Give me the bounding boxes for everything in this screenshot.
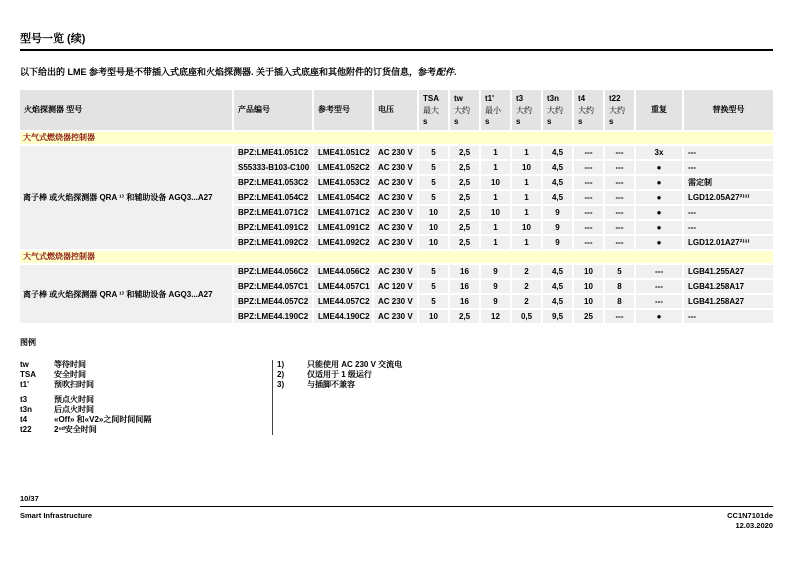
table-cell: LGD12.05A27²⁾³⁾ <box>684 191 773 204</box>
column-header <box>450 90 479 130</box>
table-cell: 10 <box>481 176 510 189</box>
legend-term: t4 <box>20 415 28 424</box>
footnote-text: 与插脚不兼容 <box>307 380 355 389</box>
table-cell: 25 <box>574 310 603 323</box>
table-cell: 12 <box>481 310 510 323</box>
table-cell: LGB41.258A17 <box>684 280 773 293</box>
table-cell: LME41.054C2 <box>314 191 372 204</box>
table-cell: 1 <box>512 206 541 219</box>
table-cell: --- <box>605 161 634 174</box>
legend-term: t22 <box>20 425 32 434</box>
table-cell: 10 <box>419 236 448 249</box>
table-cell: ● <box>636 176 682 189</box>
table-cell: 10 <box>481 206 510 219</box>
table-cell: --- <box>574 206 603 219</box>
table-cell: AC 230 V <box>374 236 417 249</box>
flame-detector-group-label: 离子棒 或火焰探测器 QRA ¹⁾ 和辅助设备 AGQ3...A27 <box>20 265 232 323</box>
table-cell: 1 <box>481 191 510 204</box>
table-cell: --- <box>574 146 603 159</box>
table-cell: AC 120 V <box>374 280 417 293</box>
table-cell: 4,5 <box>543 146 572 159</box>
column-header-label: TSA <box>423 94 439 103</box>
legend-item <box>20 370 272 380</box>
legend-term: TSA <box>20 370 36 379</box>
table-cell: 9 <box>481 295 510 308</box>
legend-item <box>20 395 272 405</box>
table-cell: --- <box>684 310 773 323</box>
table-cell: --- <box>636 295 682 308</box>
column-header <box>574 90 603 130</box>
table-cell: 10 <box>574 295 603 308</box>
column-header-label: 电压 <box>378 105 394 115</box>
table-cell: BPZ:LME44.057C2 <box>234 295 312 308</box>
column-header <box>419 90 448 130</box>
table-cell: 1 <box>481 236 510 249</box>
legend-item <box>20 380 272 390</box>
table-cell: LME41.052C2 <box>314 161 372 174</box>
table-cell: --- <box>574 191 603 204</box>
table-cell: AC 230 V <box>374 265 417 278</box>
column-header-label: 大约 <box>609 105 625 115</box>
table-cell: 4,5 <box>543 191 572 204</box>
table-row <box>234 310 773 323</box>
table-row <box>234 280 773 293</box>
table-cell: 2 <box>512 265 541 278</box>
column-header-label: t1' <box>485 94 495 103</box>
page-title: 型号一览 (续) <box>20 33 86 45</box>
table-cell: 2,5 <box>450 176 479 189</box>
table-row <box>234 206 773 219</box>
table-cell: 3x <box>636 146 682 159</box>
table-cell: --- <box>605 310 634 323</box>
legend <box>20 337 773 435</box>
table-cell: 9 <box>543 236 572 249</box>
column-header <box>481 90 510 130</box>
table-cell: 10 <box>419 310 448 323</box>
model-table-body <box>20 132 773 323</box>
table-cell: 5 <box>419 280 448 293</box>
page-number: 10/37 <box>20 494 39 503</box>
table-cell: --- <box>605 221 634 234</box>
column-header-label: t3n <box>547 94 559 103</box>
title-divider <box>20 49 773 51</box>
section-body <box>20 146 773 249</box>
footnote-text: 只能使用 AC 230 V 交流电 <box>307 360 403 369</box>
table-cell: 5 <box>419 176 448 189</box>
table-cell: AC 230 V <box>374 191 417 204</box>
column-header-label: 重复 <box>651 105 667 115</box>
table-cell: LME41.053C2 <box>314 176 372 189</box>
table-cell: 9 <box>481 280 510 293</box>
table-cell: --- <box>684 161 773 174</box>
table-cell: 1 <box>481 221 510 234</box>
table-cell: --- <box>684 221 773 234</box>
footnote <box>277 360 773 370</box>
column-header <box>543 90 572 130</box>
table-cell: 16 <box>450 280 479 293</box>
table-cell: 10 <box>419 221 448 234</box>
table-cell: 2,5 <box>450 161 479 174</box>
legend-columns <box>20 360 773 435</box>
legend-definition: 安全时间 <box>54 370 86 379</box>
legend-definition: 后点火时间 <box>54 405 94 414</box>
column-header <box>605 90 634 130</box>
legend-terms <box>20 360 272 435</box>
table-cell: BPZ:LME44.057C1 <box>234 280 312 293</box>
table-cell: --- <box>605 191 634 204</box>
table-cell: 2,5 <box>450 236 479 249</box>
table-cell: LME44.057C1 <box>314 280 372 293</box>
table-cell: 2,5 <box>450 221 479 234</box>
table-cell: AC 230 V <box>374 221 417 234</box>
table-cell: 1 <box>512 146 541 159</box>
table-cell: --- <box>684 146 773 159</box>
table-row <box>234 236 773 249</box>
table-cell: LME44.056C2 <box>314 265 372 278</box>
table-cell: AC 230 V <box>374 146 417 159</box>
table-cell: --- <box>574 161 603 174</box>
table-cell: LME41.092C2 <box>314 236 372 249</box>
model-table-header <box>20 90 773 130</box>
table-cell: 4,5 <box>543 265 572 278</box>
column-header-label: t4 <box>578 94 586 103</box>
table-cell: AC 230 V <box>374 176 417 189</box>
table-cell: LME41.071C2 <box>314 206 372 219</box>
table-cell: ● <box>636 191 682 204</box>
table-cell: --- <box>574 176 603 189</box>
table-cell: 1 <box>481 146 510 159</box>
table-row <box>234 191 773 204</box>
table-cell: AC 230 V <box>374 310 417 323</box>
column-header <box>234 90 312 130</box>
table-cell: 2,5 <box>450 310 479 323</box>
table-cell: BPZ:LME44.190C2 <box>234 310 312 323</box>
table-cell: 9,5 <box>543 310 572 323</box>
table-row <box>234 221 773 234</box>
table-cell: ● <box>636 221 682 234</box>
table-cell: 10 <box>512 161 541 174</box>
table-cell: 4,5 <box>543 161 572 174</box>
intro-period: . <box>454 67 457 77</box>
table-cell: --- <box>636 280 682 293</box>
legend-definition: 等待时间 <box>54 360 86 369</box>
flame-detector-group-label: 离子棒 或火焰探测器 QRA ¹⁾ 和辅助设备 AGQ3...A27 <box>20 146 232 249</box>
table-cell: AC 230 V <box>374 161 417 174</box>
table-cell: 5 <box>419 265 448 278</box>
footnote-number: 2) <box>277 370 285 379</box>
table-cell: 2 <box>512 295 541 308</box>
table-cell: LGB41.255A27 <box>684 265 773 278</box>
table-cell: 需定制 <box>684 176 773 189</box>
table-cell: LGD12.01A27²⁾³⁾ <box>684 236 773 249</box>
table-cell: --- <box>605 146 634 159</box>
legend-item <box>20 415 272 425</box>
column-header <box>684 90 773 130</box>
section-title: 大气式燃烧器控制器 <box>20 251 773 263</box>
legend-definition: 预吹扫时间 <box>54 380 94 389</box>
table-cell: 10 <box>512 221 541 234</box>
legend-term: tw <box>20 360 29 369</box>
table-cell: 9 <box>543 221 572 234</box>
table-cell: 2,5 <box>450 206 479 219</box>
table-cell: BPZ:LME41.053C2 <box>234 176 312 189</box>
footnote-text: 仅适用于 1 级运行 <box>307 370 372 379</box>
column-header-label: s <box>454 117 459 127</box>
section-body <box>20 265 773 323</box>
table-cell: BPZ:LME44.056C2 <box>234 265 312 278</box>
column-header-label: 火焰探测器 型号 <box>24 105 83 115</box>
legend-definition: 预点火时间 <box>54 395 94 404</box>
table-cell: 2,5 <box>450 146 479 159</box>
legend-heading: 图例 <box>20 338 36 347</box>
table-cell: 10 <box>574 280 603 293</box>
footer-company: Smart Infrastructure <box>20 511 93 520</box>
legend-definition: 2ⁿᵈ安全时间 <box>54 425 97 434</box>
intro-text: 以下给出的 LME 参考型号是不带插入式底座和火焰探测器. 关于插入式底座和其他附件的订货信息，参考 <box>20 67 437 77</box>
table-cell: 4,5 <box>543 295 572 308</box>
column-header-label: 大约 <box>516 105 532 115</box>
table-cell: 5 <box>419 146 448 159</box>
column-header-label: 参考型号 <box>318 105 350 115</box>
column-header-label: s <box>423 117 428 127</box>
table-cell: LME44.057C2 <box>314 295 372 308</box>
table-cell: 5 <box>605 265 634 278</box>
column-header <box>314 90 372 130</box>
footer-right <box>727 511 773 531</box>
column-header-label: t3 <box>516 94 524 103</box>
table-row <box>234 295 773 308</box>
legend-item <box>20 405 272 415</box>
table-row <box>234 146 773 159</box>
footer-divider <box>20 506 773 507</box>
table-cell: S55333-B103-C100 <box>234 161 312 174</box>
column-header-label: s <box>609 117 614 127</box>
table-cell: 10 <box>419 206 448 219</box>
table-cell: AC 230 V <box>374 295 417 308</box>
footnote <box>277 380 773 390</box>
column-header-label: s <box>516 117 521 127</box>
table-cell: 8 <box>605 295 634 308</box>
column-header <box>374 90 417 130</box>
table-cell: ● <box>636 236 682 249</box>
intro-paragraph <box>20 65 773 78</box>
table-cell: 1 <box>512 176 541 189</box>
table-cell: LME44.190C2 <box>314 310 372 323</box>
column-header-label: 大约 <box>454 105 470 115</box>
column-header-label: s <box>578 117 583 127</box>
footnote-number: 3) <box>277 380 285 389</box>
column-header-label: 产品编号 <box>238 105 270 115</box>
table-cell: ● <box>636 206 682 219</box>
column-header <box>636 90 682 130</box>
column-header <box>20 90 232 130</box>
footnote <box>277 370 773 380</box>
column-header-label: 大约 <box>578 105 594 115</box>
table-cell: 2 <box>512 280 541 293</box>
footnote-number: 1) <box>277 360 285 369</box>
table-cell: --- <box>605 176 634 189</box>
table-cell: --- <box>636 265 682 278</box>
legend-term: t3n <box>20 405 32 414</box>
table-cell: 5 <box>419 161 448 174</box>
table-cell: 2,5 <box>450 191 479 204</box>
table-cell: 10 <box>574 265 603 278</box>
table-cell: ● <box>636 161 682 174</box>
table-cell: 8 <box>605 280 634 293</box>
table-cell: ● <box>636 310 682 323</box>
column-header-label: 替换型号 <box>712 105 745 115</box>
legend-definition: «Off» 和«V2»之间时间间隔 <box>54 415 152 424</box>
table-cell: 5 <box>419 191 448 204</box>
table-cell: --- <box>574 221 603 234</box>
column-header <box>512 90 541 130</box>
table-cell: BPZ:LME41.091C2 <box>234 221 312 234</box>
table-cell: --- <box>684 206 773 219</box>
table-cell: 1 <box>512 236 541 249</box>
table-cell: BPZ:LME41.071C2 <box>234 206 312 219</box>
legend-term: t3 <box>20 395 28 404</box>
table-cell: 9 <box>481 265 510 278</box>
table-cell: BPZ:LME41.092C2 <box>234 236 312 249</box>
table-cell: 5 <box>419 295 448 308</box>
column-header-label: s <box>485 117 490 127</box>
section-rows <box>234 146 773 249</box>
legend-item <box>20 425 272 435</box>
table-cell: 16 <box>450 265 479 278</box>
table-cell: 16 <box>450 295 479 308</box>
footer-date: 12.03.2020 <box>735 521 773 531</box>
table-cell: 4,5 <box>543 176 572 189</box>
table-cell: 0,5 <box>512 310 541 323</box>
footer-row <box>20 511 773 531</box>
section-rows <box>234 265 773 323</box>
table-cell: --- <box>574 236 603 249</box>
model-table <box>20 90 773 323</box>
accessories-reference-link[interactable]: 配件 <box>436 67 455 77</box>
section-title: 大气式燃烧器控制器 <box>20 132 773 144</box>
table-cell: 1 <box>512 191 541 204</box>
column-header-label: 大约 <box>547 105 563 115</box>
table-cell: LME41.051C2 <box>314 146 372 159</box>
table-cell: --- <box>605 236 634 249</box>
table-cell: AC 230 V <box>374 206 417 219</box>
table-cell: 9 <box>543 206 572 219</box>
table-row <box>234 176 773 189</box>
column-header-label: 最大 <box>423 105 439 115</box>
table-cell: 4,5 <box>543 280 572 293</box>
column-header-label: s <box>547 117 552 127</box>
table-cell: LGB41.258A27 <box>684 295 773 308</box>
column-header-label: tw <box>454 94 463 103</box>
legend-footnotes <box>272 360 773 435</box>
column-header-label: t22 <box>609 94 621 103</box>
table-cell: BPZ:LME41.054C2 <box>234 191 312 204</box>
table-cell: LME41.091C2 <box>314 221 372 234</box>
column-header-label: 最小 <box>485 105 501 115</box>
table-row <box>234 161 773 174</box>
footer-doc-id: CC1N7101de <box>727 511 773 520</box>
table-cell: --- <box>605 206 634 219</box>
table-row <box>234 265 773 278</box>
table-cell: BPZ:LME41.051C2 <box>234 146 312 159</box>
legend-item <box>20 360 272 370</box>
page-footer <box>20 494 773 531</box>
table-cell: 1 <box>481 161 510 174</box>
legend-term: t1' <box>20 380 30 389</box>
